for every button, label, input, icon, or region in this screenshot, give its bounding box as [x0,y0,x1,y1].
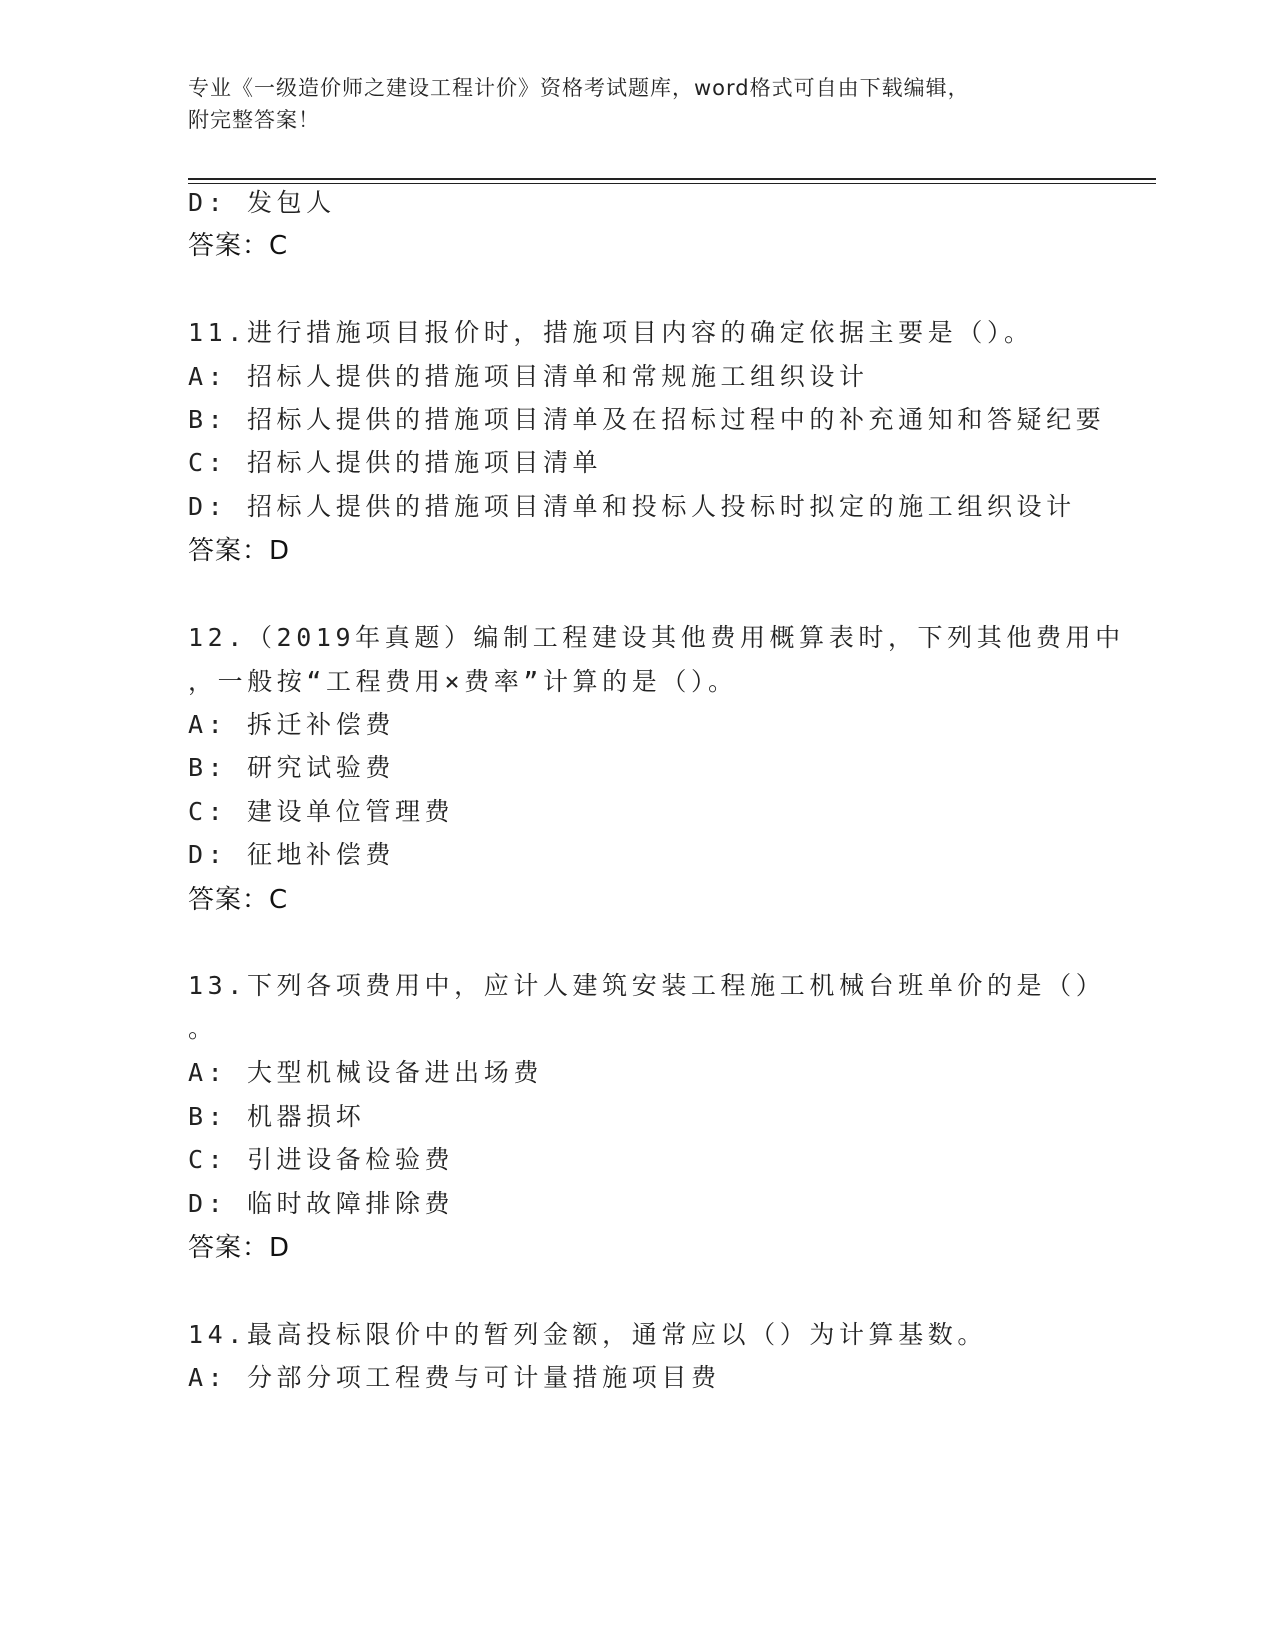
q12-stem-line-2: ，一般按“工程费用×费率”计算的是（）。 [188,667,738,696]
q13-option-a: A: 大型机械设备进出场费 [188,1058,543,1087]
q11-option-c: C: 招标人提供的措施项目清单 [188,448,603,477]
q11-option-a: A: 招标人提供的措施项目清单和常规施工组织设计 [188,362,869,391]
q14-stem: 14.最高投标限价中的暂列金额，通常应以（）为计算基数。 [188,1320,987,1349]
q13-stem-line-2: 。 [188,1014,218,1043]
q12-option-a: A: 拆迁补偿费 [188,710,395,739]
q12-option-d: D: 征地补偿费 [188,840,395,869]
header-divider-thin [188,183,1156,184]
header-line-1: 专业《一级造价师之建设工程计价》资格考试题库，word格式可自由下载编辑， [188,76,970,100]
q11-stem: 11.进行措施项目报价时，措施项目内容的确定依据主要是（）。 [188,318,1034,347]
q11-answer: 答案：D [188,536,291,566]
q13-answer: 答案：D [188,1233,291,1263]
document-header [188,72,1088,136]
q14-option-a: A: 分部分项工程费与可计量措施项目费 [188,1363,721,1392]
q12-option-c: C: 建设单位管理费 [188,797,455,826]
prev-option-d: D: 发包人 [188,188,336,217]
header-divider-thick [188,178,1156,180]
q13-option-b: B: 机器损坏 [188,1102,366,1131]
q13-option-d: D: 临时故障排除费 [188,1189,455,1218]
q11-option-d: D: 招标人提供的措施项目清单和投标人投标时拟定的施工组织设计 [188,492,1076,521]
q12-stem-line-1: 12.（2019年真题）编制工程建设其他费用概算表时，下列其他费用中 [188,623,1125,652]
q11-option-b: B: 招标人提供的措施项目清单及在招标过程中的补充通知和答疑纪要 [188,405,1106,434]
header-line-2: 附完整答案！ [188,108,320,132]
q13-stem-line-1: 13.下列各项费用中，应计人建筑安装工程施工机械台班单价的是（） [188,971,1106,1000]
prev-answer: 答案：C [188,231,289,261]
q12-option-b: B: 研究试验费 [188,753,395,782]
q12-answer: 答案：C [188,885,289,915]
q13-option-c: C: 引进设备检验费 [188,1145,455,1174]
